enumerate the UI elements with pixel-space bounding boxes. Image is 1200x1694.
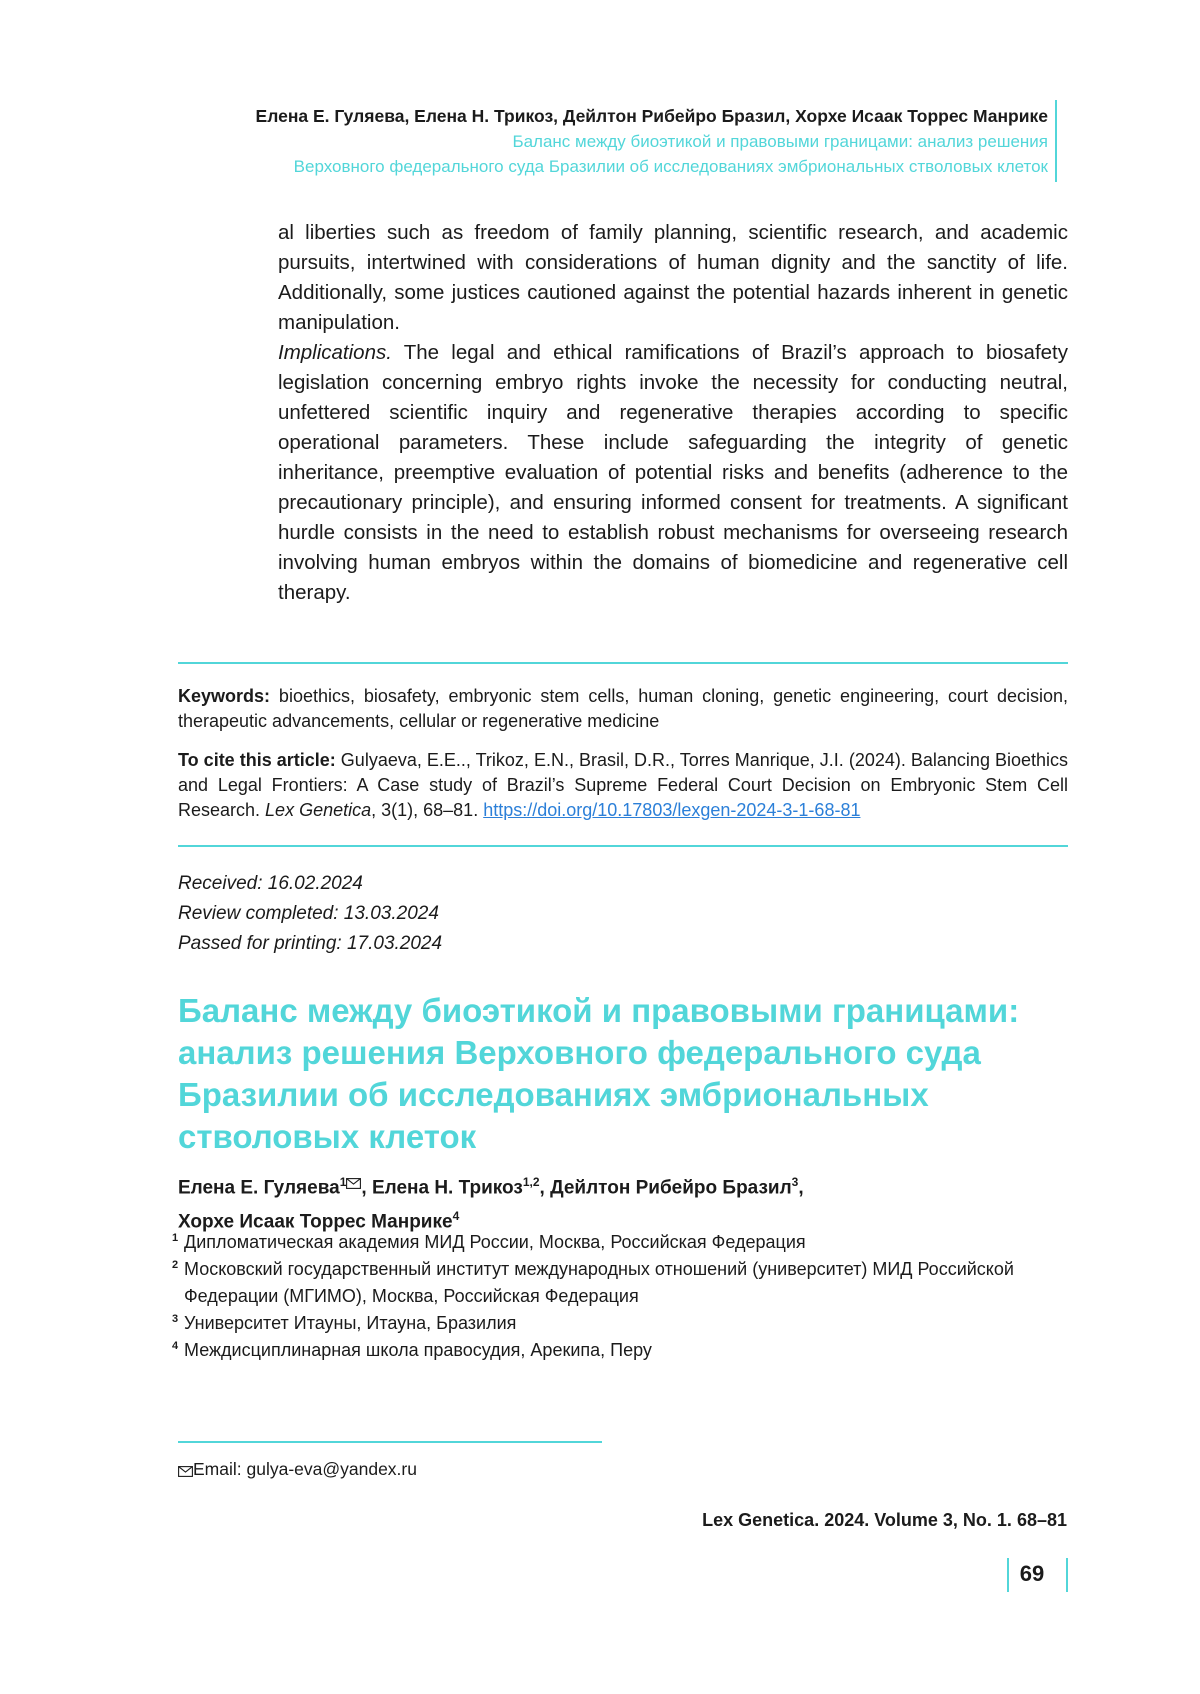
envelope-icon (346, 1170, 361, 1198)
keywords-label: Keywords: (178, 686, 271, 706)
keywords-text: bioethics, biosafety, embryonic stem cells, human cloning, genetic engineering, court decision, therapeutic advancements, cellular or regenerative medicine (178, 686, 1068, 731)
citation-volume: , 3(1), 68–81. (371, 800, 484, 820)
citation (178, 748, 1068, 823)
implications-text: The legal and ethical ramifications of Brazil’s approach to biosafety legislation concerning embryo rights invoke the necessity for conducting neutral, unfettered scientific inquiry and regenerative therapies according to specific operational parameters. These include safeguarding the integrity of genetic inheritance, preemptive evaluation of potential risks and benefits (adherence to the precautionary principle), and ensuring informed consent for treatments. A significant hurdle consists in the need to establish robust mechanisms for overseeing research involving human embryos within the domains of biomedicine and regenerative cell therapy. (278, 341, 1068, 604)
author-3-tail: , (798, 1177, 804, 1199)
page-number-bar-right (1066, 1558, 1068, 1592)
authors-line1 (178, 1168, 1078, 1202)
affiliation-text: Дипломатическая академия МИД России, Москва, Российская Федерация (184, 1232, 806, 1252)
affiliation-number: 4 (172, 1340, 179, 1352)
divider-bottom (178, 845, 1068, 847)
affiliation-text: Московский государственный институт международных отношений (университет) МИД Российской Федерации (МГИМО), Москва, Российская Федерация (184, 1259, 1014, 1306)
footnote-rule (178, 1441, 602, 1443)
doi-link[interactable]: https://doi.org/10.17803/lexgen-2024-3-1-68-81 (483, 800, 861, 820)
footnote (178, 1456, 417, 1484)
author-1-affil: 1 (339, 1175, 347, 1189)
author-4: Хорхе Исаак Торрес Манрике (178, 1211, 453, 1233)
affiliation-item (172, 1256, 1072, 1310)
affiliation-text: Междисциплинарная школа правосудия, Арекипа, Перу (184, 1340, 652, 1360)
russian-title: Баланс между биоэтикой и правовыми границами: анализ решения Верховного федерального суда Бразилии об исследованиях эмбриональных стволовых клеток (178, 992, 1020, 1155)
envelope-icon (178, 1458, 193, 1484)
keywords (178, 684, 1068, 734)
author-2: , Елена Н. Трикоз (361, 1177, 523, 1199)
affiliations (172, 1229, 1072, 1364)
printing-date: Passed for printing: 17.03.2024 (178, 933, 443, 954)
affiliation-number: 1 (172, 1232, 179, 1244)
citation-text: Gulyaeva, E.E.., Trikoz, E.N., Brasil, D.R., Torres Manrique, J.I. (2024). Balancing Bioethics and Legal Frontiers: A Case study of Brazil’s Supreme Federal Court Decision on Embryonic Stem Cell Research. (178, 750, 1069, 820)
russian-authors (178, 1168, 1078, 1237)
review-date: Review completed: 13.03.2024 (178, 903, 439, 924)
running-header (256, 103, 1048, 179)
header-accent-bar (1055, 100, 1057, 182)
implications-lead: Implications. (278, 341, 392, 364)
footnote-email: Email: gulya-eva@yandex.ru (193, 1459, 417, 1479)
affiliation-item (172, 1337, 1072, 1364)
author-2-affil: 1,2 (522, 1175, 540, 1189)
running-header-title-line1: Баланс между биоэтикой и правовыми границами: анализ решения (512, 132, 1048, 151)
affiliation-number: 3 (172, 1313, 179, 1325)
citation-label: To cite this article: (178, 750, 336, 770)
abstract-paragraph: al liberties such as freedom of family planning, scientific research, and academic pursuits, intertwined with considerations of human dignity and the sanctity of life. Additionally, some justices cautioned against the potential hazards inherent in genetic manipulation. (278, 221, 1068, 334)
running-header-authors: Елена Е. Гуляева, Елена Н. Трикоз, Дейлтон Рибейро Бразил, Хорхе Исаак Торрес Манрике (255, 106, 1048, 126)
author-4-affil: 4 (452, 1209, 460, 1224)
author-1: Елена Е. Гуляева (178, 1177, 340, 1199)
citation-journal: Lex Genetica (265, 800, 372, 820)
affiliation-item (172, 1229, 1072, 1256)
journal-info: Lex Genetica. 2024. Volume 3, No. 1. 68–81 (702, 1510, 1067, 1530)
article-dates (178, 869, 442, 959)
author-3: , Дейлтон Рибейро Бразил (539, 1177, 792, 1199)
divider-top (178, 662, 1068, 664)
received-date: Received: 16.02.2024 (178, 873, 363, 894)
affiliation-item (172, 1310, 1072, 1337)
affiliation-text: Университет Итауны, Итауна, Бразилия (184, 1313, 517, 1333)
abstract-continuation (278, 218, 1068, 608)
author-3-affil: 3 (791, 1175, 799, 1189)
page-number: 69 (1019, 1561, 1045, 1586)
implications-paragraph (278, 338, 1068, 608)
running-header-title-line2: Верховного федерального суда Бразилии об исследованиях эмбриональных стволовых клеток (293, 157, 1048, 176)
affiliation-number: 2 (172, 1259, 179, 1271)
